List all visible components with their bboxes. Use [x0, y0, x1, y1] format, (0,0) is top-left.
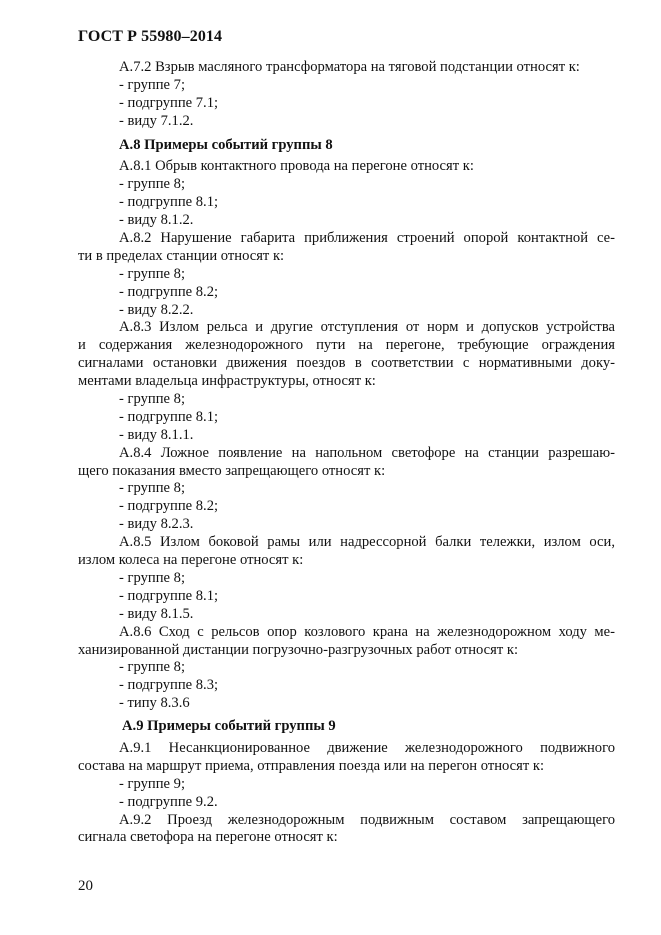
text-line: А.8.5 Излом боковой рамы или надрессорной балки тележки, излом оси,: [119, 534, 615, 551]
text-line: ханизированной дистанции погрузочно-разгрузочных работ относят к:: [78, 641, 519, 658]
text-line: - группе 8;: [119, 265, 185, 282]
text-line: - виду 8.2.3.: [119, 516, 194, 533]
text-line: - группе 8;: [119, 480, 185, 497]
text-line: сигналами остановки движения поездов в соответствии с нормативными доку-: [78, 355, 615, 372]
text-line: - виду 8.1.2.: [119, 212, 194, 229]
text-line: - виду 8.2.2.: [119, 301, 194, 318]
text-line: - подгруппе 8.1;: [119, 194, 219, 211]
text-line: - подгруппе 7.1;: [119, 94, 219, 111]
text-line: - виду 8.1.5.: [119, 605, 194, 622]
text-line: - подгруппе 8.2;: [119, 498, 219, 515]
text-line: - группе 8;: [119, 569, 185, 586]
section-heading: А.8 Примеры событий группы 8: [119, 136, 333, 153]
text-line: А.8.4 Ложное появление на напольном светофоре на станции разрешаю-: [119, 444, 615, 461]
document-body: [78, 59, 615, 847]
text-line: - группе 8;: [119, 391, 185, 408]
text-line: излом колеса на перегоне относят к:: [78, 552, 304, 569]
text-line: А.8.2 Нарушение габарита приближения строений опорой контактной се-: [119, 230, 615, 247]
text-line: А.7.2 Взрыв масляного трансформатора на тяговой подстанции относят к:: [119, 59, 580, 75]
text-line: - группе 8;: [119, 659, 185, 676]
text-line: А.9.1 Несанкционированное движение железнодорожного подвижного: [119, 739, 615, 756]
text-line: - виду 8.1.1.: [119, 426, 194, 443]
text-line: - группе 9;: [119, 775, 185, 792]
text-line: - группе 7;: [119, 76, 185, 93]
text-line: А.8.6 Сход с рельсов опор козлового крана на железнодорожном ходу ме-: [119, 623, 615, 640]
text-line: - группе 8;: [119, 176, 185, 193]
text-line: - подгруппе 8.1;: [119, 408, 219, 425]
text-line: и содержания железнодорожного пути на перегоне, требующие ограждения: [78, 337, 615, 354]
text-line: - типу 8.3.6: [119, 695, 190, 712]
text-line: - подгруппе 9.2.: [119, 793, 218, 810]
document-header: ГОСТ Р 55980–2014: [78, 28, 223, 45]
text-line: - подгруппе 8.2;: [119, 283, 219, 300]
text-line: ти в пределах станции относят к:: [78, 247, 285, 264]
text-line: А.8.3 Излом рельса и другие отступления от норм и допусков устройства: [119, 319, 615, 336]
text-line: А.9.2 Проезд железнодорожным подвижным составом запрещающего: [119, 811, 615, 828]
section-heading: А.9 Примеры событий группы 9: [122, 718, 336, 735]
text-line: ментами владельца инфраструктуры, относят к:: [78, 373, 376, 390]
text-line: щего показания вместо запрещающего относят к:: [78, 462, 386, 479]
page-number: 20: [78, 878, 93, 894]
text-line: - подгруппе 8.3;: [119, 677, 219, 694]
text-line: состава на маршрут приема, отправления поезда или на перегон относят к:: [78, 757, 545, 774]
text-line: - виду 7.1.2.: [119, 112, 194, 129]
text-line: А.8.1 Обрыв контактного провода на перегоне относят к:: [119, 158, 474, 175]
text-line: - подгруппе 8.1;: [119, 587, 219, 604]
text-line: сигнала светофора на перегоне относят к:: [78, 829, 338, 846]
